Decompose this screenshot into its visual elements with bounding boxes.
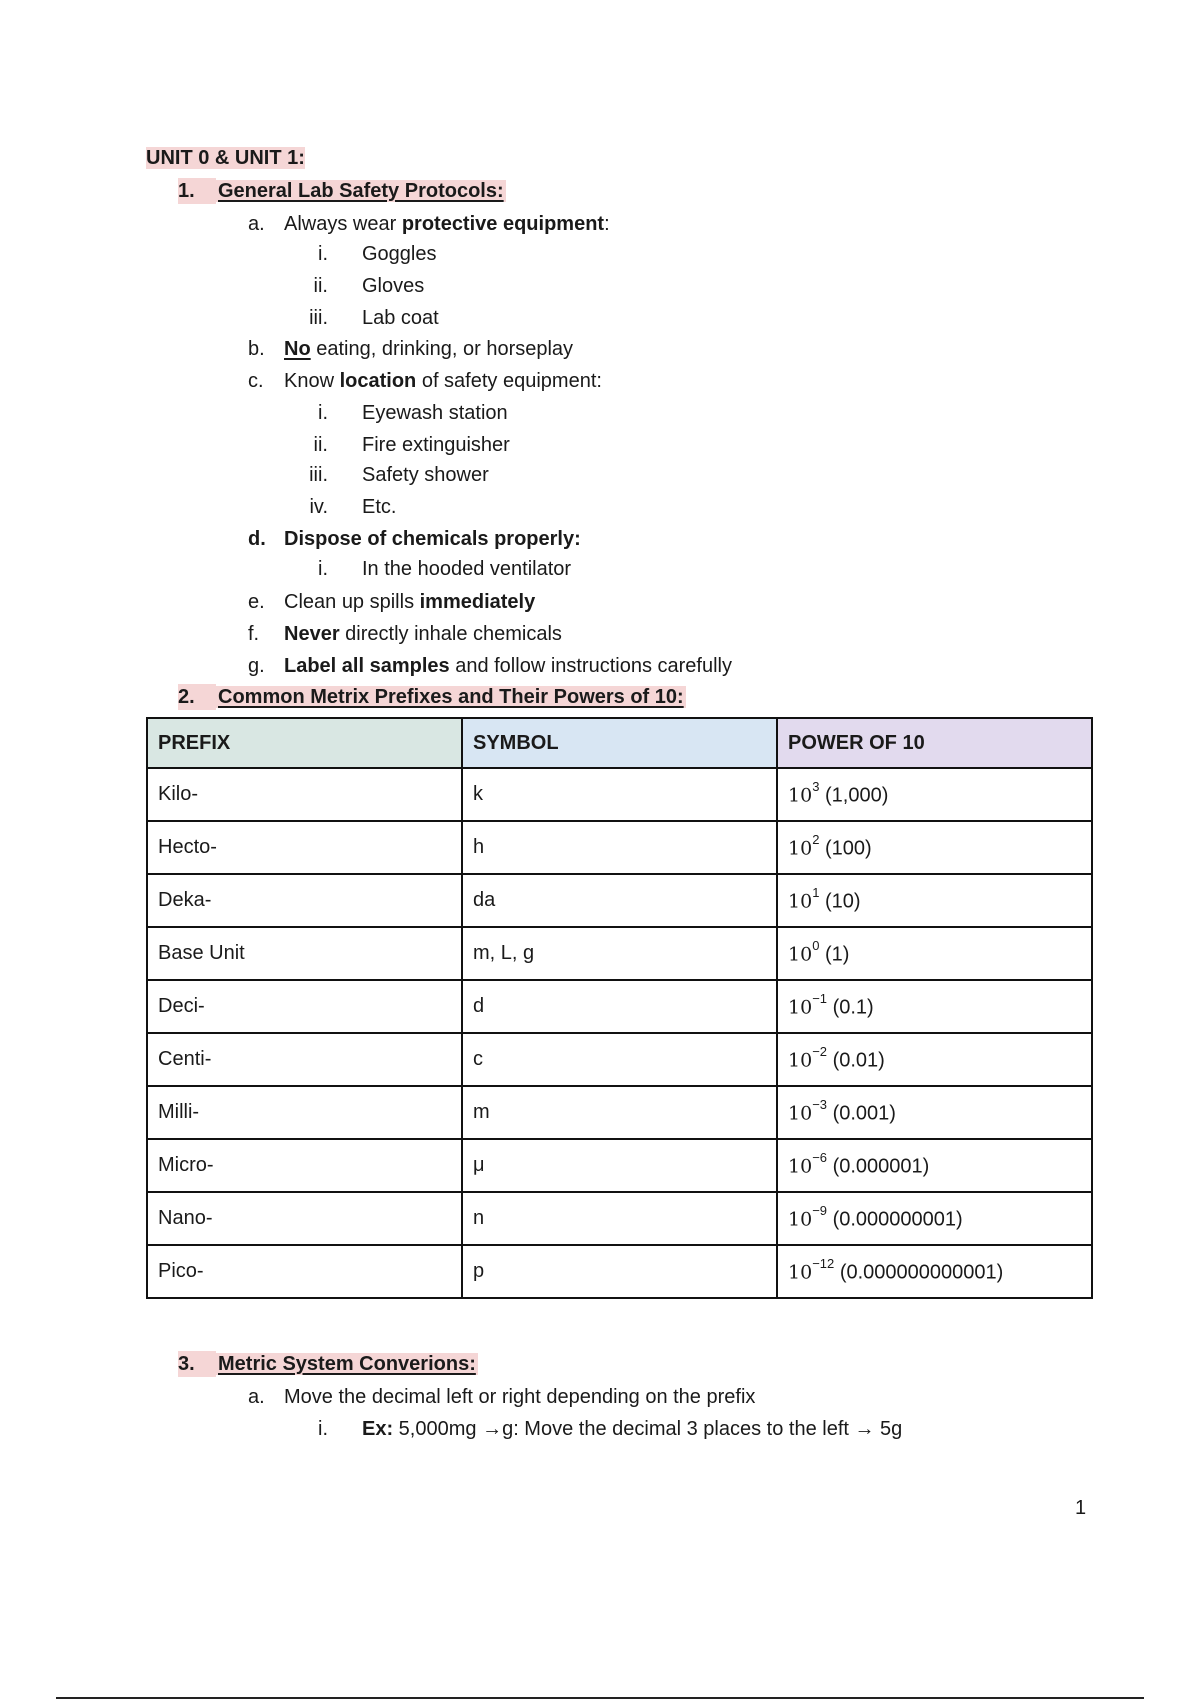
prefix-cell: Kilo-: [147, 768, 462, 821]
power-base: 10: [788, 1208, 813, 1231]
list-item: iii. Lab coat: [309, 307, 439, 329]
symbol-cell: h: [462, 821, 777, 874]
power-value: (0.01): [832, 1049, 885, 1072]
prefix-cell: Centi-: [147, 1033, 462, 1086]
power-cell: [777, 927, 1092, 980]
prefix-cell: Pico-: [147, 1245, 462, 1298]
power-cell: [777, 1086, 1092, 1139]
power-base: 10: [788, 890, 813, 913]
power-exponent: −3: [812, 1096, 828, 1112]
list-item: a. Move the decimal left or right depending on the prefix: [248, 1386, 756, 1408]
power-exponent: −2: [812, 1043, 828, 1059]
column-header-prefix: PREFIX: [147, 718, 462, 768]
table-row: [147, 821, 1092, 874]
power-base: 10: [788, 1102, 813, 1125]
symbol-cell: k: [462, 768, 777, 821]
table-row: [147, 1139, 1092, 1192]
prefix-cell: Nano-: [147, 1192, 462, 1245]
table-row: [147, 1192, 1092, 1245]
prefix-cell: Micro-: [147, 1139, 462, 1192]
power-exponent: −12: [812, 1255, 835, 1271]
power-exponent: −1: [812, 990, 828, 1006]
symbol-cell: n: [462, 1192, 777, 1245]
symbol-cell: da: [462, 874, 777, 927]
prefix-cell: Hecto-: [147, 821, 462, 874]
list-item: g. Label all samples and follow instructions carefully: [248, 655, 732, 677]
power-value: (0.000000000001): [839, 1261, 1004, 1284]
power-exponent: 3: [812, 778, 820, 794]
power-value: (10): [824, 890, 861, 913]
list-item: i. Goggles: [318, 243, 437, 265]
power-value: (0.1): [832, 996, 874, 1019]
power-exponent: 1: [812, 884, 820, 900]
power-cell: [777, 1192, 1092, 1245]
power-value: (100): [824, 837, 872, 860]
section-1-title: General Lab Safety Protocols:: [218, 180, 504, 202]
symbol-cell: μ: [462, 1139, 777, 1192]
list-item: f. Never directly inhale chemicals: [248, 623, 562, 645]
power-base: 10: [788, 1155, 813, 1178]
footer-divider: [56, 1697, 1144, 1699]
power-exponent: 2: [812, 831, 820, 847]
list-item: iii. Safety shower: [309, 464, 489, 486]
prefix-cell: Milli-: [147, 1086, 462, 1139]
power-base: 10: [788, 837, 813, 860]
list-item: i. Eyewash station: [318, 402, 508, 424]
page-title: [146, 145, 305, 171]
prefix-cell: Deka-: [147, 874, 462, 927]
table-row: [147, 927, 1092, 980]
power-cell: [777, 768, 1092, 821]
power-base: 10: [788, 1049, 813, 1072]
section-3-title: Metric System Converions:: [218, 1353, 476, 1375]
list-item: i. Ex: 5,000mg →g: Move the decimal 3 places to the left → 5g: [318, 1418, 903, 1440]
symbol-cell: m: [462, 1086, 777, 1139]
power-base: 10: [788, 784, 813, 807]
power-cell: [777, 1245, 1092, 1298]
symbol-cell: d: [462, 980, 777, 1033]
prefix-cell: Base Unit: [147, 927, 462, 980]
section-1-number: 1.: [178, 178, 216, 204]
page-title-text: UNIT 0 & UNIT 1:: [146, 147, 305, 169]
column-header-symbol: SYMBOL: [462, 718, 777, 768]
power-base: 10: [788, 996, 813, 1019]
section-2-heading: [178, 684, 686, 710]
symbol-cell: m, L, g: [462, 927, 777, 980]
power-cell: [777, 874, 1092, 927]
prefix-table: [146, 717, 1093, 1299]
list-item: i. In the hooded ventilator: [318, 558, 572, 580]
power-value: (0.001): [832, 1102, 896, 1125]
list-item: ii. Gloves: [313, 275, 425, 297]
section-2-number: 2.: [178, 684, 216, 710]
list-item: c. Know location of safety equipment:: [248, 370, 602, 392]
power-cell: [777, 980, 1092, 1033]
column-header-power: POWER OF 10: [777, 718, 1092, 768]
table-header-row: [147, 718, 1092, 768]
power-exponent: −6: [812, 1149, 828, 1165]
table-row: [147, 874, 1092, 927]
list-item: e. Clean up spills immediately: [248, 591, 536, 613]
section-3-heading: [178, 1351, 478, 1377]
list-item: ii. Fire extinguisher: [313, 434, 510, 456]
section-2-title: Common Metrix Prefixes and Their Powers of 10:: [218, 686, 684, 708]
list-item: d. Dispose of chemicals properly:: [248, 528, 581, 550]
symbol-cell: p: [462, 1245, 777, 1298]
list-item: b. No eating, drinking, or horseplay: [248, 338, 574, 360]
list-item: a. Always wear protective equipment:: [248, 213, 610, 235]
section-3-number: 3.: [178, 1351, 216, 1377]
power-base: 10: [788, 1261, 813, 1284]
power-cell: [777, 1139, 1092, 1192]
power-exponent: −9: [812, 1202, 828, 1218]
power-base: 10: [788, 943, 813, 966]
power-cell: [777, 821, 1092, 874]
power-value: (0.000000001): [832, 1208, 963, 1231]
power-value: (0.000001): [832, 1155, 930, 1178]
table-row: [147, 980, 1092, 1033]
symbol-cell: c: [462, 1033, 777, 1086]
page-number: 1: [1075, 1497, 1087, 1519]
list-item: iv. Etc.: [309, 496, 397, 518]
table-row: [147, 1033, 1092, 1086]
table-row: [147, 1245, 1092, 1298]
prefix-cell: Deci-: [147, 980, 462, 1033]
table-row: [147, 1086, 1092, 1139]
table-row: [147, 768, 1092, 821]
power-value: (1,000): [824, 784, 889, 807]
section-1-heading: [178, 178, 506, 204]
power-value: (1): [824, 943, 850, 966]
power-exponent: 0: [812, 937, 820, 953]
power-cell: [777, 1033, 1092, 1086]
